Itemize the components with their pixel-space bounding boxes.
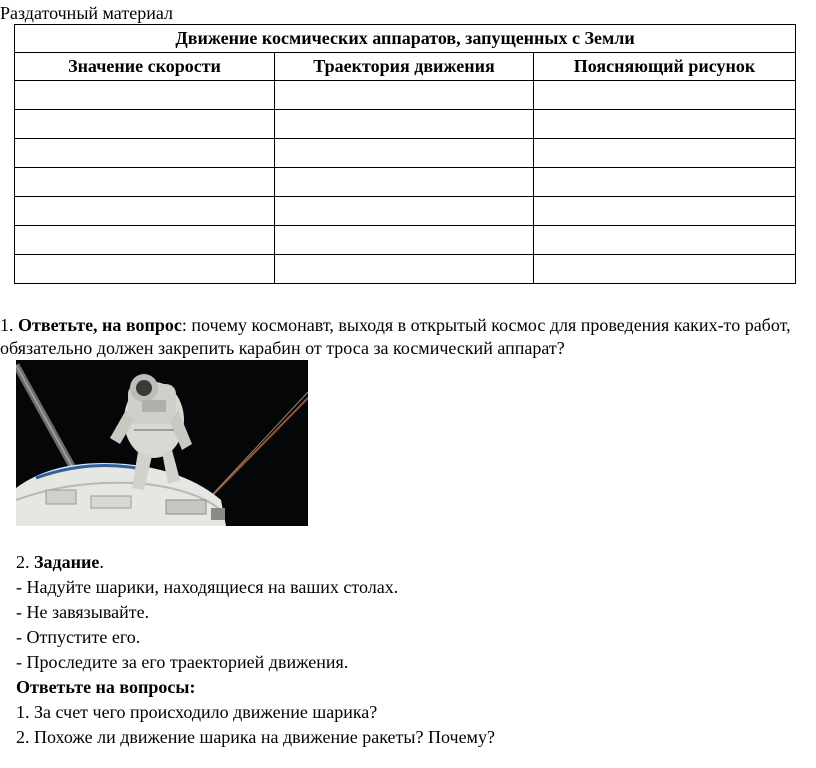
table-cell[interactable] bbox=[534, 255, 796, 284]
header-title: Раздаточный материал bbox=[0, 3, 173, 23]
table-cell[interactable] bbox=[275, 139, 534, 168]
question-item: 2. Похоже ли движение шарика на движение ракеты? Почему? bbox=[16, 727, 495, 747]
astronaut-spacewalk-photo bbox=[16, 360, 308, 526]
task-2-number: 2. bbox=[16, 552, 30, 572]
column-header-trajectory: Траектория движения bbox=[275, 53, 534, 81]
table-cell[interactable] bbox=[275, 197, 534, 226]
table-cell[interactable] bbox=[534, 197, 796, 226]
task-2 bbox=[16, 550, 495, 750]
table-cell[interactable] bbox=[275, 168, 534, 197]
table-row bbox=[15, 110, 796, 139]
column-header-illustration: Поясняющий рисунок bbox=[534, 53, 796, 81]
task-2-heading bbox=[16, 550, 495, 575]
table-cell[interactable] bbox=[15, 197, 275, 226]
table-cell[interactable] bbox=[534, 226, 796, 255]
table-cell[interactable] bbox=[275, 255, 534, 284]
question-item: 1. За счет чего происходило движение шарика? bbox=[16, 702, 378, 722]
task-2-step: - Отпустите его. bbox=[16, 627, 141, 647]
column-header-speed: Значение скорости bbox=[15, 53, 275, 81]
table-cell[interactable] bbox=[15, 110, 275, 139]
table-cell[interactable] bbox=[534, 168, 796, 197]
task-2-step: - Проследите за его траекторией движения. bbox=[16, 652, 349, 672]
table-row bbox=[15, 255, 796, 284]
question-1 bbox=[0, 314, 812, 360]
task-2-suffix: . bbox=[99, 552, 104, 572]
worksheet-table bbox=[14, 24, 796, 284]
task-2-step: - Не завязывайте. bbox=[16, 602, 150, 622]
task-2-step: - Надуйте шарики, находящиеся на ваших столах. bbox=[16, 577, 399, 597]
table-cell[interactable] bbox=[15, 81, 275, 110]
table-row bbox=[15, 139, 796, 168]
table-row bbox=[15, 81, 796, 110]
table-cell[interactable] bbox=[275, 81, 534, 110]
table-row bbox=[15, 226, 796, 255]
table-row bbox=[15, 168, 796, 197]
question-1-text: : почему космонавт, выходя в открытый космос для проведения каких-то работ, обязательно должен закрепить карабин от троса за космический аппарат? bbox=[0, 315, 791, 358]
question-1-number: 1. bbox=[0, 315, 14, 335]
table-cell[interactable] bbox=[534, 81, 796, 110]
questions-heading: Ответьте на вопросы: bbox=[16, 677, 196, 697]
table-row bbox=[15, 197, 796, 226]
table-cell[interactable] bbox=[15, 226, 275, 255]
table-cell[interactable] bbox=[15, 168, 275, 197]
table-cell[interactable] bbox=[534, 110, 796, 139]
table-cell[interactable] bbox=[275, 226, 534, 255]
table-cell[interactable] bbox=[15, 139, 275, 168]
question-1-label: Ответьте, на вопрос bbox=[18, 315, 182, 335]
table-cell[interactable] bbox=[15, 255, 275, 284]
table-cell[interactable] bbox=[275, 110, 534, 139]
table-cell[interactable] bbox=[534, 139, 796, 168]
spacewalk-illustration bbox=[16, 360, 308, 526]
table-caption: Движение космических аппаратов, запущенных с Земли bbox=[15, 25, 796, 53]
task-2-label: Задание bbox=[34, 552, 100, 572]
